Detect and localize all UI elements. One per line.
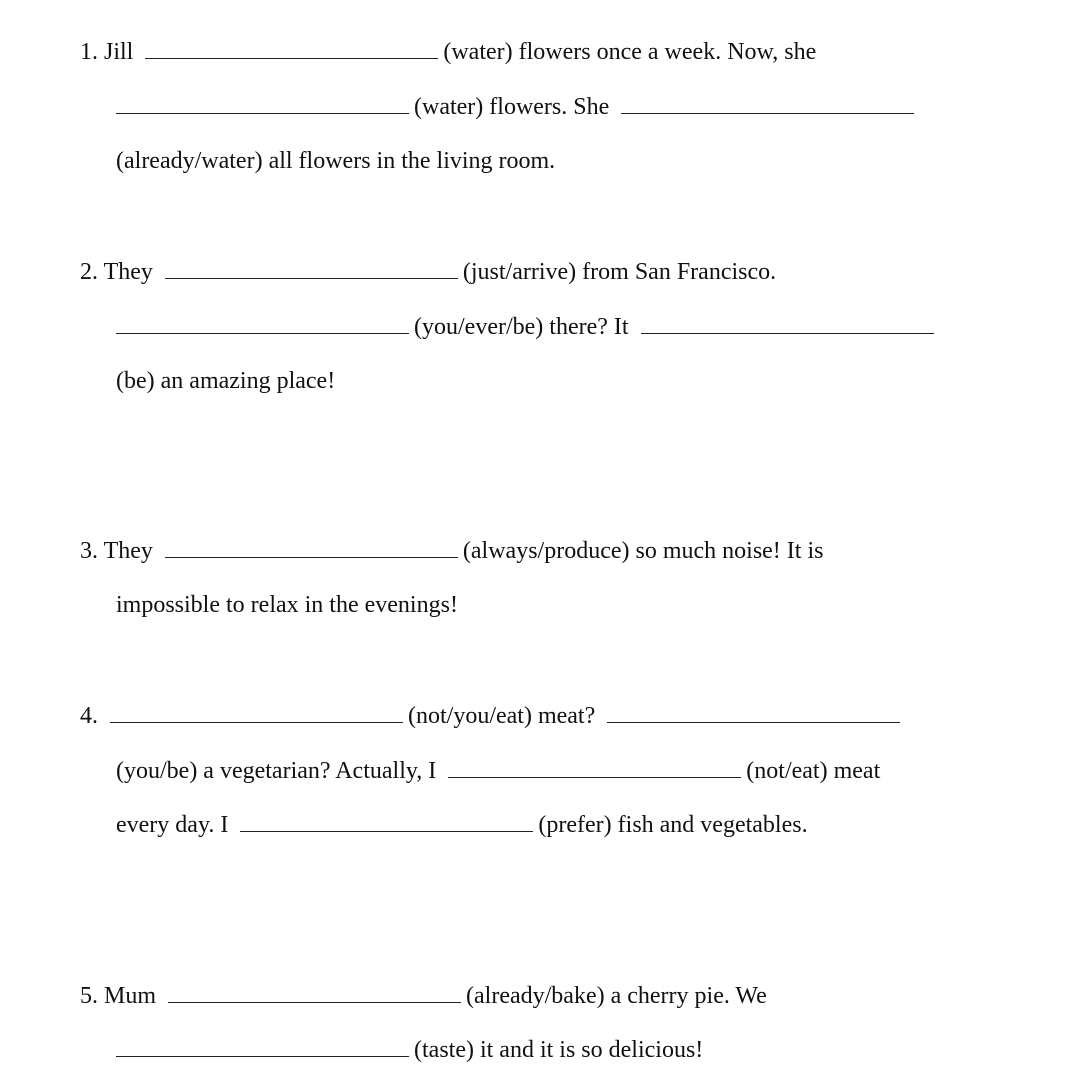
exercise-number: 5. xyxy=(80,983,98,1009)
exercise-number: 2. xyxy=(80,259,98,285)
sentence-text: (water) flowers once a week. Now, she xyxy=(443,39,817,65)
answer-blank[interactable] xyxy=(448,755,741,778)
exercise-1-line-3 xyxy=(116,146,555,176)
sentence-text: (prefer) fish and vegetables. xyxy=(538,812,808,838)
answer-blank[interactable] xyxy=(165,256,458,279)
exercise-2-line-1 xyxy=(80,256,776,287)
answer-blank[interactable] xyxy=(116,311,409,334)
answer-blank[interactable] xyxy=(110,700,403,723)
sentence-text: (be) an amazing place! xyxy=(116,368,336,394)
exercise-4-line-3 xyxy=(116,809,808,840)
sentence-text: every day. I xyxy=(116,812,229,838)
exercise-number: 1. xyxy=(80,39,98,65)
exercise-number: 4. xyxy=(80,703,98,729)
answer-blank[interactable] xyxy=(168,980,461,1003)
exercise-5-line-2 xyxy=(116,1034,703,1065)
answer-blank[interactable] xyxy=(641,311,934,334)
sentence-text: They xyxy=(103,538,153,564)
exercise-2-line-3 xyxy=(116,366,335,396)
sentence-text: (not/you/eat) meat? xyxy=(408,703,596,729)
sentence-text: (just/arrive) from San Francisco. xyxy=(462,259,777,285)
sentence-text: (you/ever/be) there? It xyxy=(414,314,629,340)
answer-blank[interactable] xyxy=(165,535,458,558)
answer-blank[interactable] xyxy=(116,1034,409,1057)
answer-blank[interactable] xyxy=(240,809,533,832)
sentence-text: (taste) it and it is so delicious! xyxy=(414,1037,704,1063)
sentence-text: (always/produce) so much noise! It is xyxy=(462,538,824,564)
sentence-text: Mum xyxy=(104,983,157,1009)
exercise-3-line-1 xyxy=(80,535,823,566)
sentence-text: (water) flowers. She xyxy=(414,94,610,120)
exercise-number: 3. xyxy=(80,538,98,564)
sentence-text: (you/be) a vegetarian? Actually, I xyxy=(116,758,437,784)
sentence-text: (already/bake) a cherry pie. We xyxy=(466,983,767,1009)
exercise-1-line-2 xyxy=(116,91,914,122)
sentence-text: Jill xyxy=(104,39,134,65)
exercise-5-line-1 xyxy=(80,980,767,1011)
exercise-3-line-2 xyxy=(116,590,458,620)
answer-blank[interactable] xyxy=(116,91,409,114)
answer-blank[interactable] xyxy=(621,91,914,114)
sentence-text: (already/water) all flowers in the living room. xyxy=(116,148,556,174)
exercise-4-line-2 xyxy=(116,755,880,786)
sentence-text: They xyxy=(103,259,153,285)
sentence-text: impossible to relax in the evenings! xyxy=(116,592,458,618)
exercise-1-line-1 xyxy=(80,36,816,67)
answer-blank[interactable] xyxy=(607,700,900,723)
exercise-4-line-1 xyxy=(80,700,900,731)
exercise-2-line-2 xyxy=(116,311,934,342)
sentence-text: (not/eat) meat xyxy=(746,758,881,784)
answer-blank[interactable] xyxy=(145,36,438,59)
